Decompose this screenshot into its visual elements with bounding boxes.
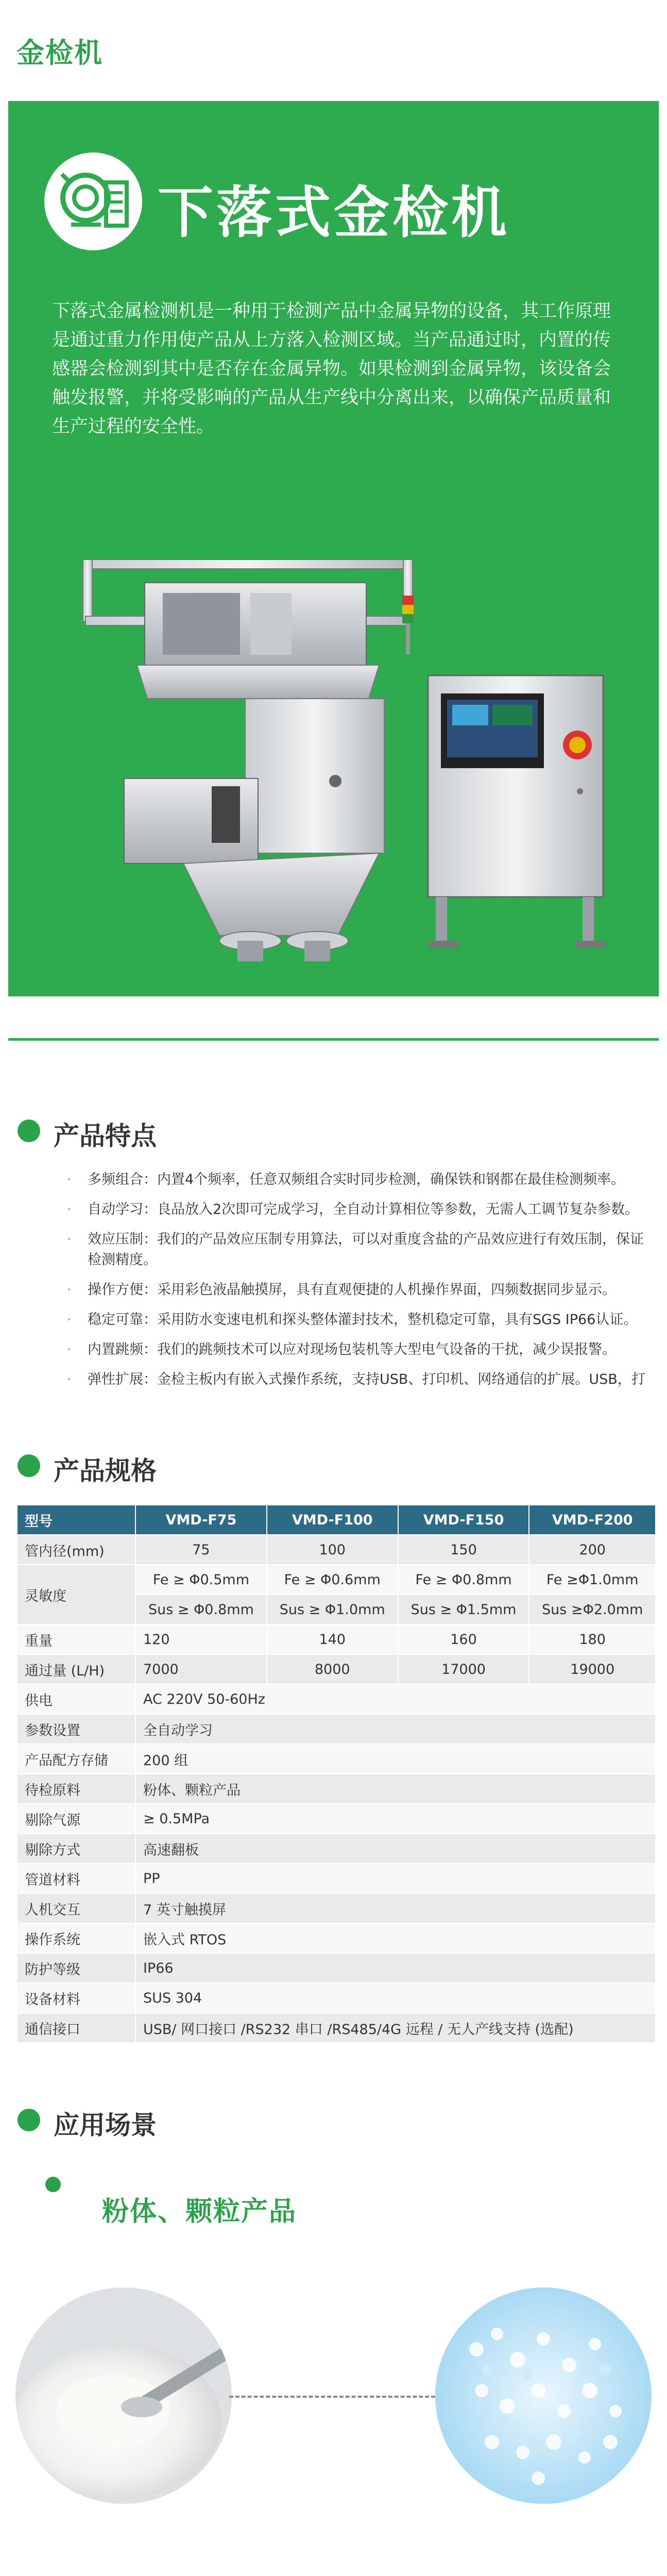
table-row xyxy=(17,1923,656,1953)
bullet-icon: · xyxy=(67,1201,72,1217)
row-label: 剔除气源 xyxy=(17,1804,135,1834)
feature-item: · 效应压制：我们的产品效应压制专用算法，可以对重度含盐的产品效应进行有效压制，保证检测精度。 xyxy=(36,1229,657,1270)
table-cell: 100 xyxy=(267,1535,398,1565)
table-cell: 7000 xyxy=(135,1654,267,1684)
row-label: 设备材料 xyxy=(17,1983,135,2013)
table-cell: 140 xyxy=(267,1624,398,1654)
row-label: 参数设置 xyxy=(17,1714,135,1744)
table-cell: 19000 xyxy=(529,1654,656,1684)
table-row xyxy=(17,1565,656,1595)
table-cell: 全自动学习 xyxy=(135,1714,656,1744)
section-dot-icon xyxy=(18,1454,40,1477)
table-row xyxy=(17,1983,656,2013)
table-cell: 200 xyxy=(529,1535,656,1565)
table-cell: 8000 xyxy=(267,1654,398,1684)
row-label: 通信接口 xyxy=(17,2013,135,2043)
subsection-dot-icon xyxy=(45,2177,61,2192)
specs-title: 产品规格 xyxy=(54,1456,157,1486)
hero-banner xyxy=(8,101,659,996)
row-label: 剔除方式 xyxy=(17,1834,135,1863)
application-title: 应用场景 xyxy=(54,2110,157,2140)
table-cell: Fe ≥ Φ0.8mm xyxy=(398,1565,529,1595)
section-dot-icon xyxy=(18,1120,40,1142)
table-row xyxy=(17,2013,656,2043)
section-dot-icon xyxy=(18,2109,40,2131)
table-row xyxy=(17,1624,656,1654)
table-row xyxy=(17,1654,656,1684)
table-cell: 高速翻板 xyxy=(135,1834,656,1863)
table-cell: Fe ≥ Φ0.6mm xyxy=(267,1565,398,1595)
feature-item: · 稳定可靠：采用防水变速电机和探头整体灌封技术，整机稳定可靠，具有SGS IP66认证。 xyxy=(36,1310,657,1330)
table-cell: Fe ≥ Φ0.5mm xyxy=(135,1565,267,1595)
table-row xyxy=(17,1863,656,1893)
feature-item: · 操作方便：采用彩色液晶触摸屏，具有直观便捷的人机操作界面，四频数据同步显示。 xyxy=(36,1280,657,1300)
table-row xyxy=(17,1804,656,1834)
table-cell: 160 xyxy=(398,1624,529,1654)
row-label: 灵敏度 xyxy=(17,1565,135,1624)
feature-item: · 内置跳频：我们的跳频技术可以应对现场包装机等大型电气设备的干扰，减少误报警。 xyxy=(36,1340,657,1360)
row-label: 管道材料 xyxy=(17,1863,135,1893)
column-header: VMD-F200 xyxy=(529,1505,656,1535)
column-header: VMD-F150 xyxy=(398,1505,529,1535)
table-row xyxy=(17,1893,656,1923)
row-label: 操作系统 xyxy=(17,1923,135,1953)
table-row xyxy=(17,1834,656,1863)
row-label: 供电 xyxy=(17,1684,135,1714)
row-label: 通过量 (L/H) xyxy=(17,1654,135,1684)
section-divider xyxy=(8,1038,659,1041)
table-cell: Sus ≥Φ2.0mm xyxy=(529,1595,656,1624)
table-cell: 180 xyxy=(529,1624,656,1654)
table-row xyxy=(17,1744,656,1774)
row-label: 人机交互 xyxy=(17,1893,135,1923)
table-cell: Sus ≥ Φ1.0mm xyxy=(267,1595,398,1624)
table-cell: SUS 304 xyxy=(135,1983,656,2013)
table-cell: PP xyxy=(135,1863,656,1893)
application-item-title: 粉体、颗粒产品 xyxy=(102,2196,297,2227)
features-list xyxy=(36,1170,657,1399)
table-cell: Fe ≥Φ1.0mm xyxy=(529,1565,656,1595)
table-cell: IP66 xyxy=(135,1953,656,1983)
row-label: 待检原料 xyxy=(17,1774,135,1804)
bullet-icon: · xyxy=(67,1312,72,1328)
table-cell: AC 220V 50-60Hz xyxy=(135,1684,656,1714)
table-cell: 17000 xyxy=(398,1654,529,1684)
table-cell: 120 xyxy=(135,1624,267,1654)
table-cell: 150 xyxy=(398,1535,529,1565)
table-row xyxy=(17,1953,656,1983)
bullet-icon: · xyxy=(67,1282,72,1298)
hero-title: 下落式金检机 xyxy=(158,181,510,245)
table-row xyxy=(17,1774,656,1804)
table-cell: Sus ≥ Φ1.5mm xyxy=(398,1595,529,1624)
row-label: 防护等级 xyxy=(17,1953,135,1983)
table-row xyxy=(17,1714,656,1744)
column-header: VMD-F100 xyxy=(267,1505,398,1535)
granule-product-photo xyxy=(435,2287,652,2504)
table-row xyxy=(17,1535,656,1565)
spec-table xyxy=(16,1504,656,2043)
bullet-icon: · xyxy=(67,1342,72,1358)
metal-detector-icon xyxy=(44,152,142,250)
bullet-icon: · xyxy=(67,1172,72,1188)
column-header: 型号 xyxy=(17,1505,135,1535)
metal-detector-machine-photo xyxy=(8,544,659,996)
table-cell: USB/ 网口接口 /RS232 串口 /RS485/4G 远程 / 无人产线支持 (选配) xyxy=(135,2013,656,2043)
page-title: 金检机 xyxy=(16,37,103,69)
feature-item: · 弹性扩展：金检主板内有嵌入式操作系统，支持USB、打印机、网络通信的扩展。USB，打 xyxy=(36,1369,657,1390)
table-row xyxy=(17,1684,656,1714)
hero-description: 下落式金属检测机是一种用于检测产品中金属异物的设备，其工作原理是通过重力作用使产品从上方落入检测区域。当产品通过时，内置的传感器会检测到其中是否存在金属异物。如果检测到金属异物，该设备会触发报警，并将受影响的产品从生产线中分离出来，以确保产品质量和生产过程的安全性。 xyxy=(52,301,611,437)
row-label: 重量 xyxy=(17,1624,135,1654)
bullet-icon: · xyxy=(67,1371,72,1387)
table-cell: 200 组 xyxy=(135,1744,656,1774)
feature-item: · 自动学习：良品放入2次即可完成学习，全自动计算相位等参数，无需人工调节复杂参数。 xyxy=(36,1199,657,1220)
table-cell: 粉体、颗粒产品 xyxy=(135,1774,656,1804)
table-cell: 7 英寸触摸屏 xyxy=(135,1893,656,1923)
feature-item: · 多频组合：内置4个频率，任意双频组合实时同步检测，确保铁和钢都在最佳检测频率。 xyxy=(36,1170,657,1190)
table-cell: ≥ 0.5MPa xyxy=(135,1804,656,1834)
powder-product-photo xyxy=(15,2287,232,2504)
table-header-row xyxy=(17,1505,656,1535)
column-header: VMD-F75 xyxy=(135,1505,267,1535)
features-title: 产品特点 xyxy=(54,1121,157,1151)
row-label: 产品配方存储 xyxy=(17,1744,135,1774)
row-label: 管内径(mm) xyxy=(17,1535,135,1565)
dashed-connector xyxy=(229,2396,435,2398)
table-cell: Sus ≥ Φ0.8mm xyxy=(135,1595,267,1624)
table-cell: 75 xyxy=(135,1535,267,1565)
bullet-icon: · xyxy=(67,1231,72,1247)
table-cell: 嵌入式 RTOS xyxy=(135,1923,656,1953)
